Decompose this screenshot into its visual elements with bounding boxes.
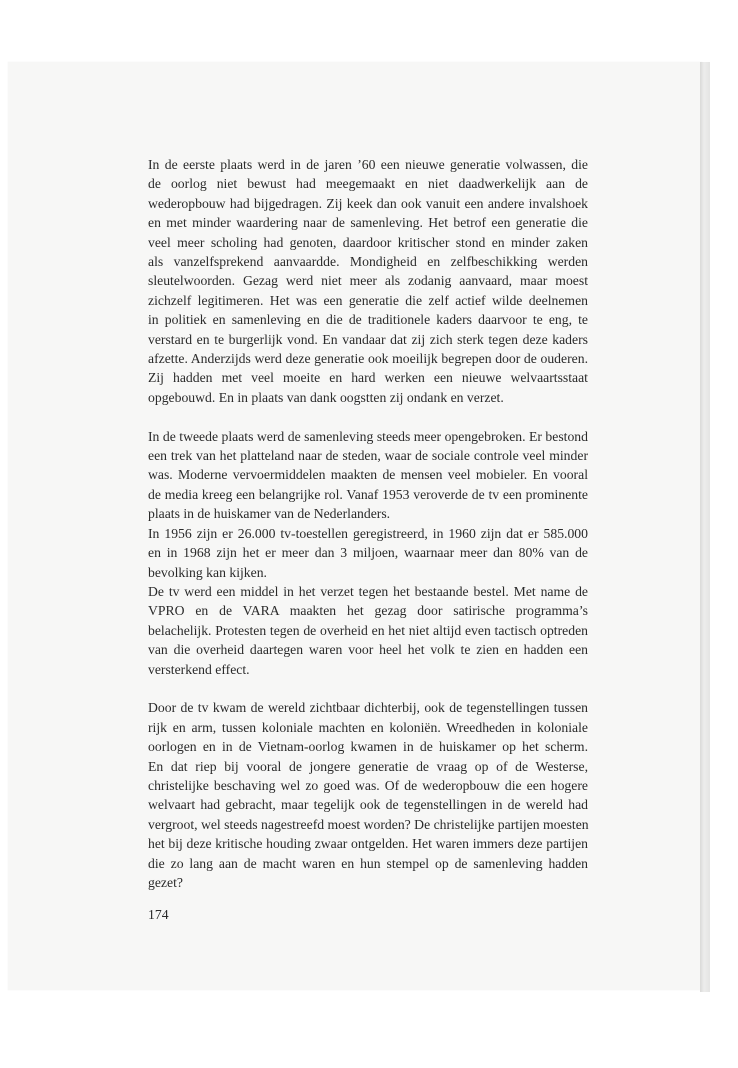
page-number: 174 [148, 907, 169, 922]
text-line: rijk en arm, tussen koloniale machten en koloniën. Wreedheden in koloniale [148, 719, 588, 735]
text-line: Zij hadden met veel moeite en hard werken een nieuwe welvaartsstaat [148, 370, 588, 386]
text-line: belachelijk. Protesten tegen de overheid en het niet altijd even tactisch optreden [148, 622, 588, 638]
text-line: en in 1968 zijn het er meer dan 3 miljoen, waarnaar meer dan 80% van de [148, 545, 588, 561]
paragraph-2 [148, 427, 588, 679]
text-line: van die overheid daartegen waren voor heel het volk te zien en hadden een [148, 642, 588, 658]
text-line: veel meer scholing had genoten, daardoor kritischer stond en minder zaken [148, 234, 588, 250]
text-line: wederopbouw had bijgedragen. Zij keek dan ook vanuit een andere invalshoek [148, 195, 588, 211]
text-line: De tv werd een middel in het verzet tegen het bestaande bestel. Met name de [148, 583, 588, 599]
text-line: gezet? [148, 875, 183, 890]
text-line: welvaart had gebracht, maar tegelijk ook de tegenstellingen in de wereld had [148, 797, 588, 813]
text-line: bevolking kan kijken. [148, 564, 267, 580]
text-line: de media kreeg een belangrijke rol. Vanaf 1953 veroverde de tv een prominente [148, 486, 588, 502]
text-line: oorlogen en in de Vietnam-oorlog kwamen in de huiskamer op het scherm. [148, 739, 588, 755]
text-line: was. Moderne vervoermiddelen maakten de mensen veel mobieler. En vooral [148, 467, 588, 483]
text-line: die zo lang aan de macht waren en hun stempel op de samenleving hadden [148, 855, 588, 871]
text-line: En dat riep bij vooral de jongere generatie de vraag op of de Westerse, [148, 758, 588, 774]
text-line: de oorlog niet bewust had meegemaakt en niet daadwerkelijk aan de [148, 176, 588, 192]
text-line: afzette. Anderzijds werd deze generatie ook moeilijk begrepen door de ouderen. [148, 351, 588, 367]
text-line: sleutelwoorden. Gezag werd niet meer als zodanig aanvaard, maar moest [148, 273, 588, 289]
text-line: In de eerste plaats werd in de jaren ’60 een nieuwe generatie volwassen, die [148, 157, 588, 172]
text-line: VPRO en de VARA maakten het gezag door satirische programma’s [148, 603, 588, 619]
text-line: plaats in de huiskamer van de Nederlanders. [148, 506, 391, 522]
text-line: versterkend effect. [148, 661, 250, 677]
paragraph-3 [148, 698, 588, 892]
text-line: In 1956 zijn er 26.000 tv-toestellen geregistreerd, in 1960 zijn dat er 585.000 [148, 525, 588, 541]
text-line: Door de tv kwam de wereld zichtbaar dichterbij, ook de tegenstellingen tussen [148, 700, 588, 716]
text-line: een trek van het platteland naar de steden, waar de sociale controle veel minder [148, 448, 588, 464]
page-edge [700, 62, 710, 992]
text-line: vergroot, wel steeds nagestreefd moest worden? De christelijke partijen moesten [148, 816, 589, 832]
text-line: en met minder waardering naar de samenleving. Het betrof een generatie die [148, 215, 588, 231]
body-text [148, 155, 588, 912]
text-line: christelijke beschaving wel zo goed was. Of de wederopbouw die een hogere [148, 777, 588, 793]
text-line: In de tweede plaats werd de samenleving steeds meer opengebroken. Er bestond [148, 428, 588, 444]
text-line: het bij deze kritische houding zwaar ontgelden. Het waren immers deze partijen [148, 836, 588, 852]
text-line: zichzelf legitimeren. Het was een generatie die zelf actief wilde deelnemen [148, 292, 588, 308]
text-line: verstard en te burgerlijk vond. En vandaar dat zij zich sterk tegen deze kaders [148, 331, 588, 347]
paragraph-1 [148, 155, 588, 407]
text-line: als vanzelfsprekend aanvaardde. Mondigheid en zelfbeschikking werden [148, 254, 588, 270]
text-line: opgebouwd. En in plaats van dank oogstten zij ondank en verzet. [148, 389, 504, 405]
text-line: in politiek en samenleving en die de traditionele kaders daarvoor te eng, te [148, 312, 588, 328]
